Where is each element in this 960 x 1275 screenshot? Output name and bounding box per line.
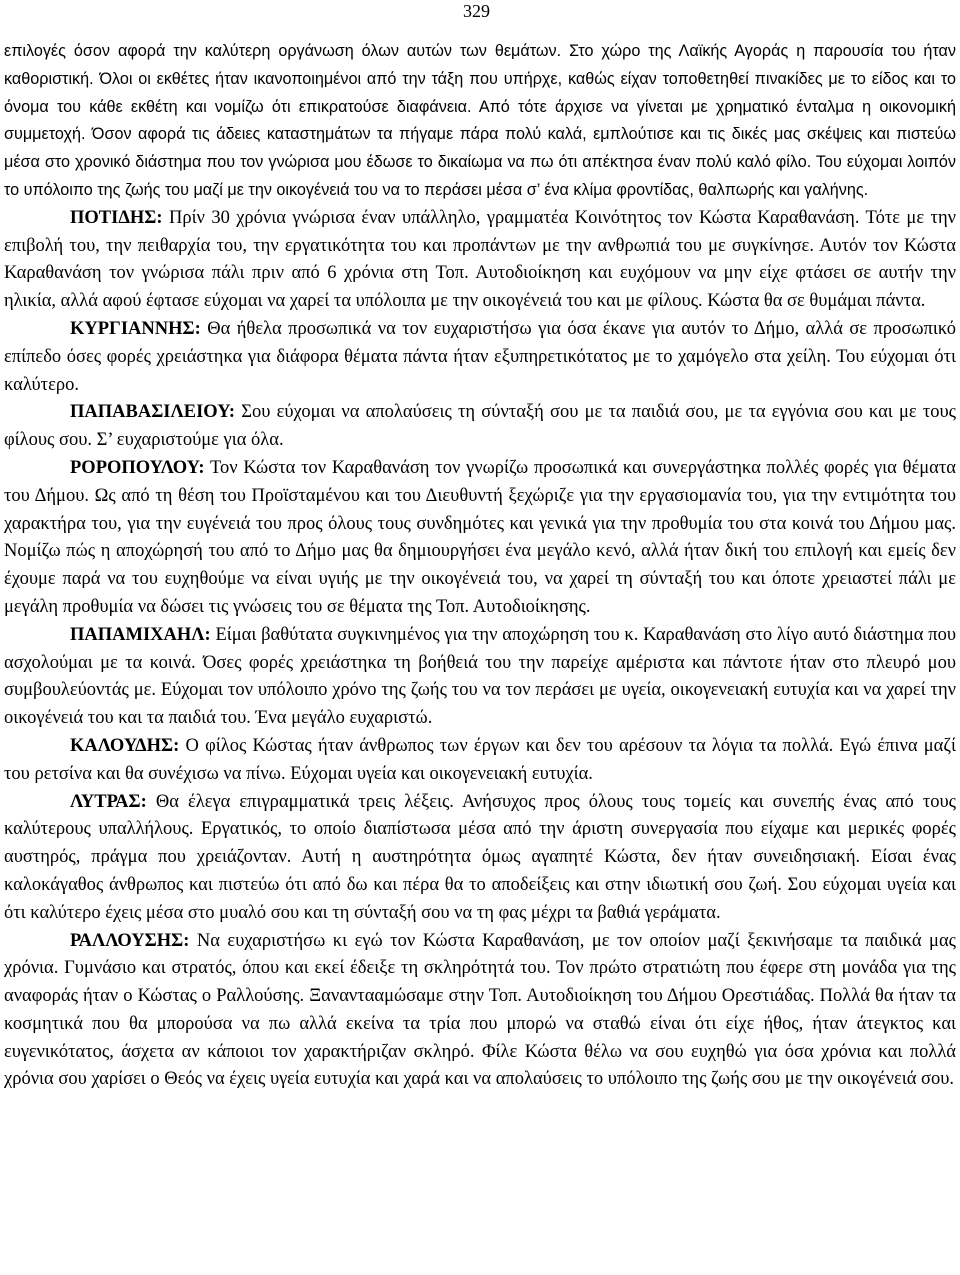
speaker-name: ΚΥΡΓΙΑΝΝΗΣ: <box>70 318 201 339</box>
opening-paragraph: επιλογές όσον αφορά την καλύτερη οργάνωση όλων αυτών των θεμάτων. Στο χώρο της Λαϊκής Αγοράς η παρουσία του ήταν καθοριστική. Όλοι οι εκθέτες ήταν ικανοποιημένοι από την τάξη που υπήρχε, καθώς είχαν τοποθετηθεί πινακίδες με το είδος και το όνομα του κάθε εκθέτη και νομίζω ότι επικρατούσε διαφάνεια. Από τότε άρχισε να γίνεται με χρηματικό ένταλμα η οικονομική συμμετοχή. Όσον αφορά τις άδειες καταστημάτων τα πήγαμε πάρα πολύ καλά, εμπλούτισε και τις δικές μας σκέψεις και πιστεύω μέσα στο χρονικό διάστημα που τον γνώρισα μου έδωσε το δικαίωμα να πω ότι απέκτησα έναν πολύ καλό φίλο. Του εύχομαι λοιπόν το υπόλοιπο της ζωής του μαζί με την οικογένειά του να το περάσει μέσα σ’ ένα κλίμα φροντίδας, θαλπωρής και γαλήνης. <box>4 42 956 199</box>
document-body <box>4 38 956 1094</box>
speech-text: Σου εύχομαι να απολαύσεις τη σύνταξή σου με τα παιδιά σου, με τα εγγόνια σου και με τους φίλους σου. Σ’ ευχαριστούμε για όλα. <box>4 402 956 451</box>
speech-papavasileiou <box>4 399 956 455</box>
speech-text: Ο φίλος Κώστας ήταν άνθρωπος των έργων και δεν του αρέσουν τα λόγια τα πολλά. Εγώ έπινα μαζί του ρετσίνα και θα συνέχισω να πίνω. Εύχομαι υγεία και οικογενειακή ευτυχία. <box>4 735 956 784</box>
speech-text: Τον Κώστα τον Καραθανάση τον γνωρίζω προσωπικά και συνεργάστηκα πολλές φορές για θέματα του Δήμου. Ως από τη θέση του Προϊσταμένου και του Διευθυντή ξεχώριζε για την εργασιομανία του, για την εντιμότητα του χαρακτήρα του, για την ευγένειά του προς όλους τους συνδημότες και γενικά για την προθυμία του στα κοινά του Δήμου μας. Νομίζω πώς η αποχώρησή του από το Δήμο μας θα δημιουργήσει ένα μεγάλο κενό, αλλά ήταν δική του επιλογή και εμείς δεν έχουμε παρά να του ευχηθούμε να είναι υγιής με την οικογένειά του, να χαρεί τη σύνταξή του και όποτε χρειαστεί πάλι με μεγάλη προθυμία να δώσει τις γνώσεις του σε θέματα της Τοπ. Αυτοδιοίκησης. <box>4 457 956 617</box>
speech-text: Θα έλεγα επιγραμματικά τρεις λέξεις. Ανήσυχος προς όλους τους τομείς και συνεπής ένας από τους καλύτερους υπαλλήλους. Εργατικός, το οποίο διαπίστωσα μέσα από την άριστη συνεργασία που είχαμε και μερικές φορές αυστηρός, πράγμα που χρειάζονταν. Αυτή η αυστηρότητα όμως αγαπητέ Κώστα, δεν ήταν συνειδησιακή. Είσαι ένας καλοκάγαθος άνθρωπος και πιστεύω ότι από δω και πέρα θα το αποδείξεις και στην ιδιωτική σου ζωή. Σου εύχομαι υγεία και ότι καλύτερο έχεις μέσα στο μυαλό σου και τη σύνταξή σου να τη φας μέχρι τα βαθιά γεράματα. <box>4 791 956 923</box>
speech-rallousis <box>4 928 956 1095</box>
speaker-name: ΠΟΤΙΔΗΣ: <box>70 207 163 228</box>
speech-text: Θα ήθελα προσωπικά να τον ευχαριστήσω για όσα έκανε για αυτόν το Δήμο, αλλά σε προσωπικό επίπεδο όσες φορές χρειάστηκα για διάφορα θέματα πάντα ήταν εξυπηρετικότατος με το χαμόγελο στα χείλη. Του εύχομαι ότι καλύτερο. <box>4 318 956 395</box>
page-number: 329 <box>463 1 490 21</box>
speaker-name: ΡΟΡΟΠΟΥΛΟΥ: <box>70 457 205 478</box>
speech-potidis <box>4 205 956 316</box>
speech-text: Είμαι βαθύτατα συγκινημένος για την αποχώρηση του κ. Καραθανάση στο λίγο αυτό διάστημα που ασχολούμαι με τα κοινά. Όσες φορές χρειάστηκα τη βοήθειά του την παρείχε αμέριστα και πάντοτε ήταν στο πλευρό μου συμβουλεύοντάς με. Εύχομαι τον υπόλοιπο χρόνο της ζωής του να τον περάσει με υγεία, οικογενειακή ευτυχία και να χαρεί την οικογένειά του και τα παιδιά του. Ένα μεγάλο ευχαριστώ. <box>4 624 956 729</box>
speech-text: Πρίν 30 χρόνια γνώρισα έναν υπάλληλο, γραμματέα Κοινότητος τον Κώστα Καραθανάση. Τότε με την επιβολή του, την πειθαρχία του, την εργατικότητα του και προπάντων με την ανθρωπιά του με συγκίνησε. Αυτόν τον Κώστα Καραθανάση τον γνώρισα πάλι πριν από 6 χρόνια στη Τοπ. Αυτοδιοίκηση και ευχόμουν να μην είχε φτάσει σε αυτήν την ηλικία, αλλά αφού έφτασε εύχομαι να χαρεί τα υπόλοιπα με την οικογένειά του και με φίλους. Κώστα θα σε θυμάμαι πάντα. <box>4 207 956 312</box>
speaker-name: ΚΑΛΟΥΔΗΣ: <box>70 735 180 756</box>
speaker-name: ΡΑΛΛΟΥΣΗΣ: <box>70 930 190 951</box>
speech-papamichail <box>4 622 956 733</box>
speaker-name: ΠΑΠΑΜΙΧΑΗΛ: <box>70 624 211 645</box>
speech-text: Να ευχαριστήσω κι εγώ τον Κώστα Καραθανάση, με τον οποίον μαζί ξεκινήσαμε τα παιδικά μας χρόνια. Γυμνάσιο και στρατός, όπου και εκεί έδειξε τη σκληρότητά του. Τον πρώτο στρατιώτη που έφερε στη μονάδα για της αναφοράς ήταν ο Κώστας ο Ραλλούσης. Ξαναντααμώσαμε στην Τοπ. Αυτοδιοίκηση του Δήμου Ορεστιάδας. Πολλά θα ήταν τα κοσμητικά που θα μπορούσα να πω αλλά εκείνα τα τρία που μπορώ να σταθώ είναι ότι είχε ήθος, ήταν άτεγκτος και ευγενικότατος, άσχετα αν κάποιοι τον χαρακτήριζαν σκληρό. Φίλε Κώστα θέλω να σου ευχηθώ για όσα χρόνια και πολλά χρόνια σου χαρίσει ο Θεός να έχεις υγεία ευτυχία και χαρά και να απολαύσεις το υπόλοιπο της ζωής σου με την οικογένειά σου. <box>4 930 956 1090</box>
speaker-name: ΠΑΠΑΒΑΣΙΛΕΙΟΥ: <box>70 402 236 423</box>
speech-roropoulou <box>4 455 956 622</box>
speaker-name: ΛΥΤΡΑΣ: <box>70 791 147 812</box>
speech-lytras <box>4 789 956 928</box>
speech-kyrgiannis <box>4 316 956 399</box>
speech-kaloudis <box>4 733 956 789</box>
